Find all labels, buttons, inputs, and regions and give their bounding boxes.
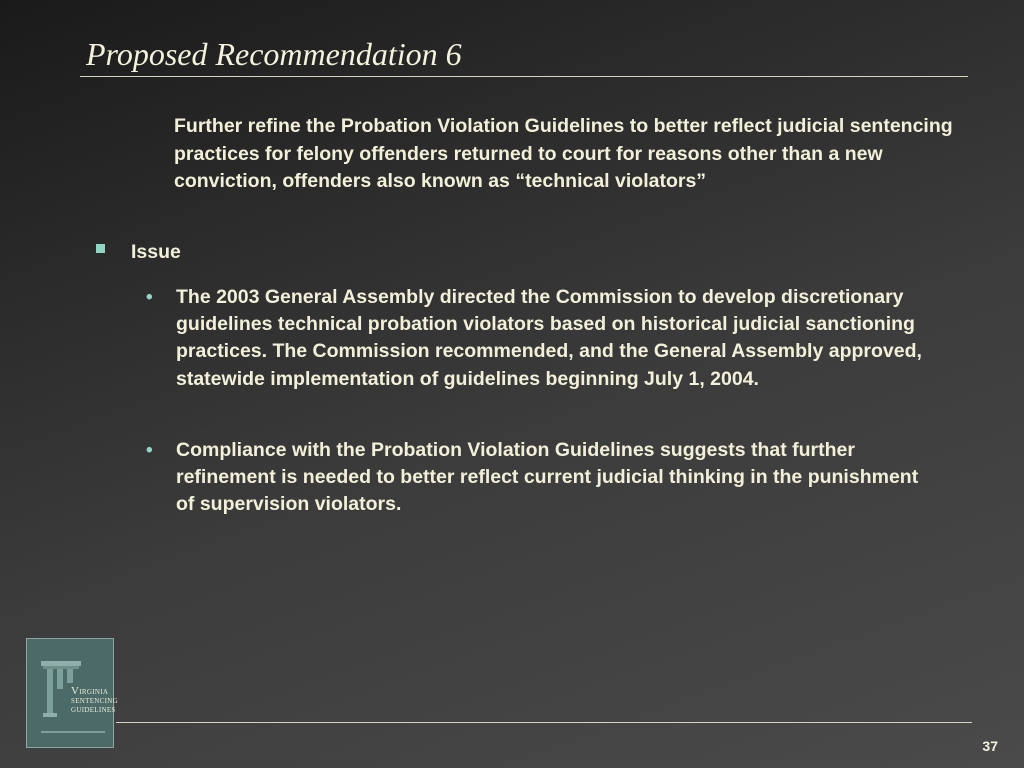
sub-bullet-item xyxy=(146,284,936,393)
sub-bullet-item xyxy=(146,437,936,519)
title-divider xyxy=(80,76,968,77)
footer-divider xyxy=(116,722,972,723)
page-number: 37 xyxy=(982,738,998,754)
issue-label: Issue xyxy=(131,241,181,263)
dot-bullet-icon: • xyxy=(146,440,153,461)
intro-text: Further refine the Probation Violation Guidelines to better reflect judicial sentencing practices for felony offenders returned to court for reasons other than a new conviction, offenders also known as “technical violators” xyxy=(174,115,953,192)
slide-title: Proposed Recommendation 6 xyxy=(86,36,462,72)
sub-bullet-text: Compliance with the Probation Violation Guidelines suggests that further refinement is needed to better reflect current judicial thinking in the punishment of supervision violators. xyxy=(176,439,919,516)
logo-text: VIRGINIA SENTENCING GUIDELINES xyxy=(71,685,118,714)
issue-heading xyxy=(96,239,181,266)
dot-bullet-icon: • xyxy=(146,287,153,308)
sub-bullet-text: The 2003 General Assembly directed the Commission to develop discretionary guidelines technical probation violators based on historical judicial sanctioning practices. The Commission recommended, and the General Assembly approved, statewide implementation of guidelines beginning July 1, 2004. xyxy=(176,286,922,390)
virginia-sentencing-guidelines-logo xyxy=(26,638,118,748)
square-bullet-icon xyxy=(96,244,105,253)
